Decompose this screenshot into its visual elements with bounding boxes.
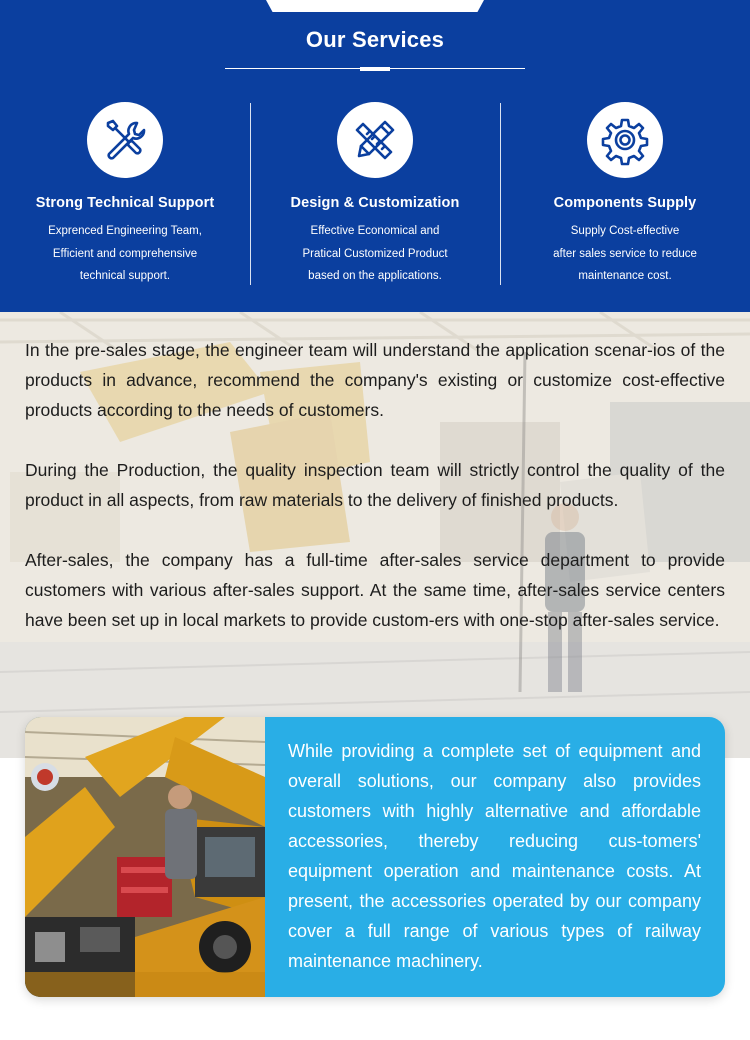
tools-icon — [87, 102, 163, 178]
service-description-line: maintenance cost. — [578, 270, 672, 282]
service-technical-support — [0, 102, 250, 288]
service-description — [500, 220, 750, 288]
service-description-line: Supply Cost-effective — [570, 225, 680, 237]
service-design-customization — [250, 102, 500, 288]
workshop-photo — [25, 717, 265, 997]
service-process-section — [0, 312, 750, 758]
service-description-line: after sales service to reduce — [553, 247, 697, 260]
after-sales-paragraph: After-sales, the company has a full-time after-sales service department to provide customers with various after-sales support. At the same time, after-sales service centers have been set up in local markets to provide custom-ers with one-stop after-sales service. — [25, 550, 725, 630]
service-description-line: Effective Economical and — [310, 225, 440, 237]
service-description-line: based on the applications. — [308, 270, 442, 282]
service-description — [0, 220, 250, 288]
title-underline-mark — [360, 67, 390, 71]
service-description-line: Pratical Customized Product — [302, 247, 448, 260]
service-title: Design & Customization — [290, 195, 460, 211]
service-description — [250, 220, 500, 288]
service-description-line: Exprenced Engineering Team, — [48, 225, 202, 237]
service-description-line: Efficient and comprehensive — [52, 247, 198, 260]
accessories-card — [25, 717, 725, 997]
services-section — [0, 0, 750, 312]
service-components-supply — [500, 102, 750, 288]
gear-icon — [587, 102, 663, 178]
accessories-text: While providing a complete set of equipment and overall solutions, our company also provides customers with highly alternative and affordable accessories, thereby reducing cus-tomers' equipment operation and maintenance costs. At present, the accessories operated by our company cover a full range of various types of railway maintenance machinery. — [288, 741, 701, 971]
pre-sales-paragraph: In the pre-sales stage, the engineer team will understand the application scenar-ios of the products in advance, recommend the company's existing or customize cost-effective products according to the needs of customers. — [25, 340, 725, 420]
top-notch — [266, 0, 484, 12]
service-title: Components Supply — [553, 195, 697, 211]
design-ruler-pencil-icon — [337, 102, 413, 178]
service-title: Strong Technical Support — [35, 195, 215, 211]
services-title: Our Services — [305, 27, 445, 52]
process-text — [25, 335, 725, 635]
service-description-line: technical support. — [79, 270, 171, 282]
production-paragraph: During the Production, the quality inspection team will strictly control the quality of the product in all aspects, from raw materials to the delivery of finished products. — [25, 460, 725, 510]
